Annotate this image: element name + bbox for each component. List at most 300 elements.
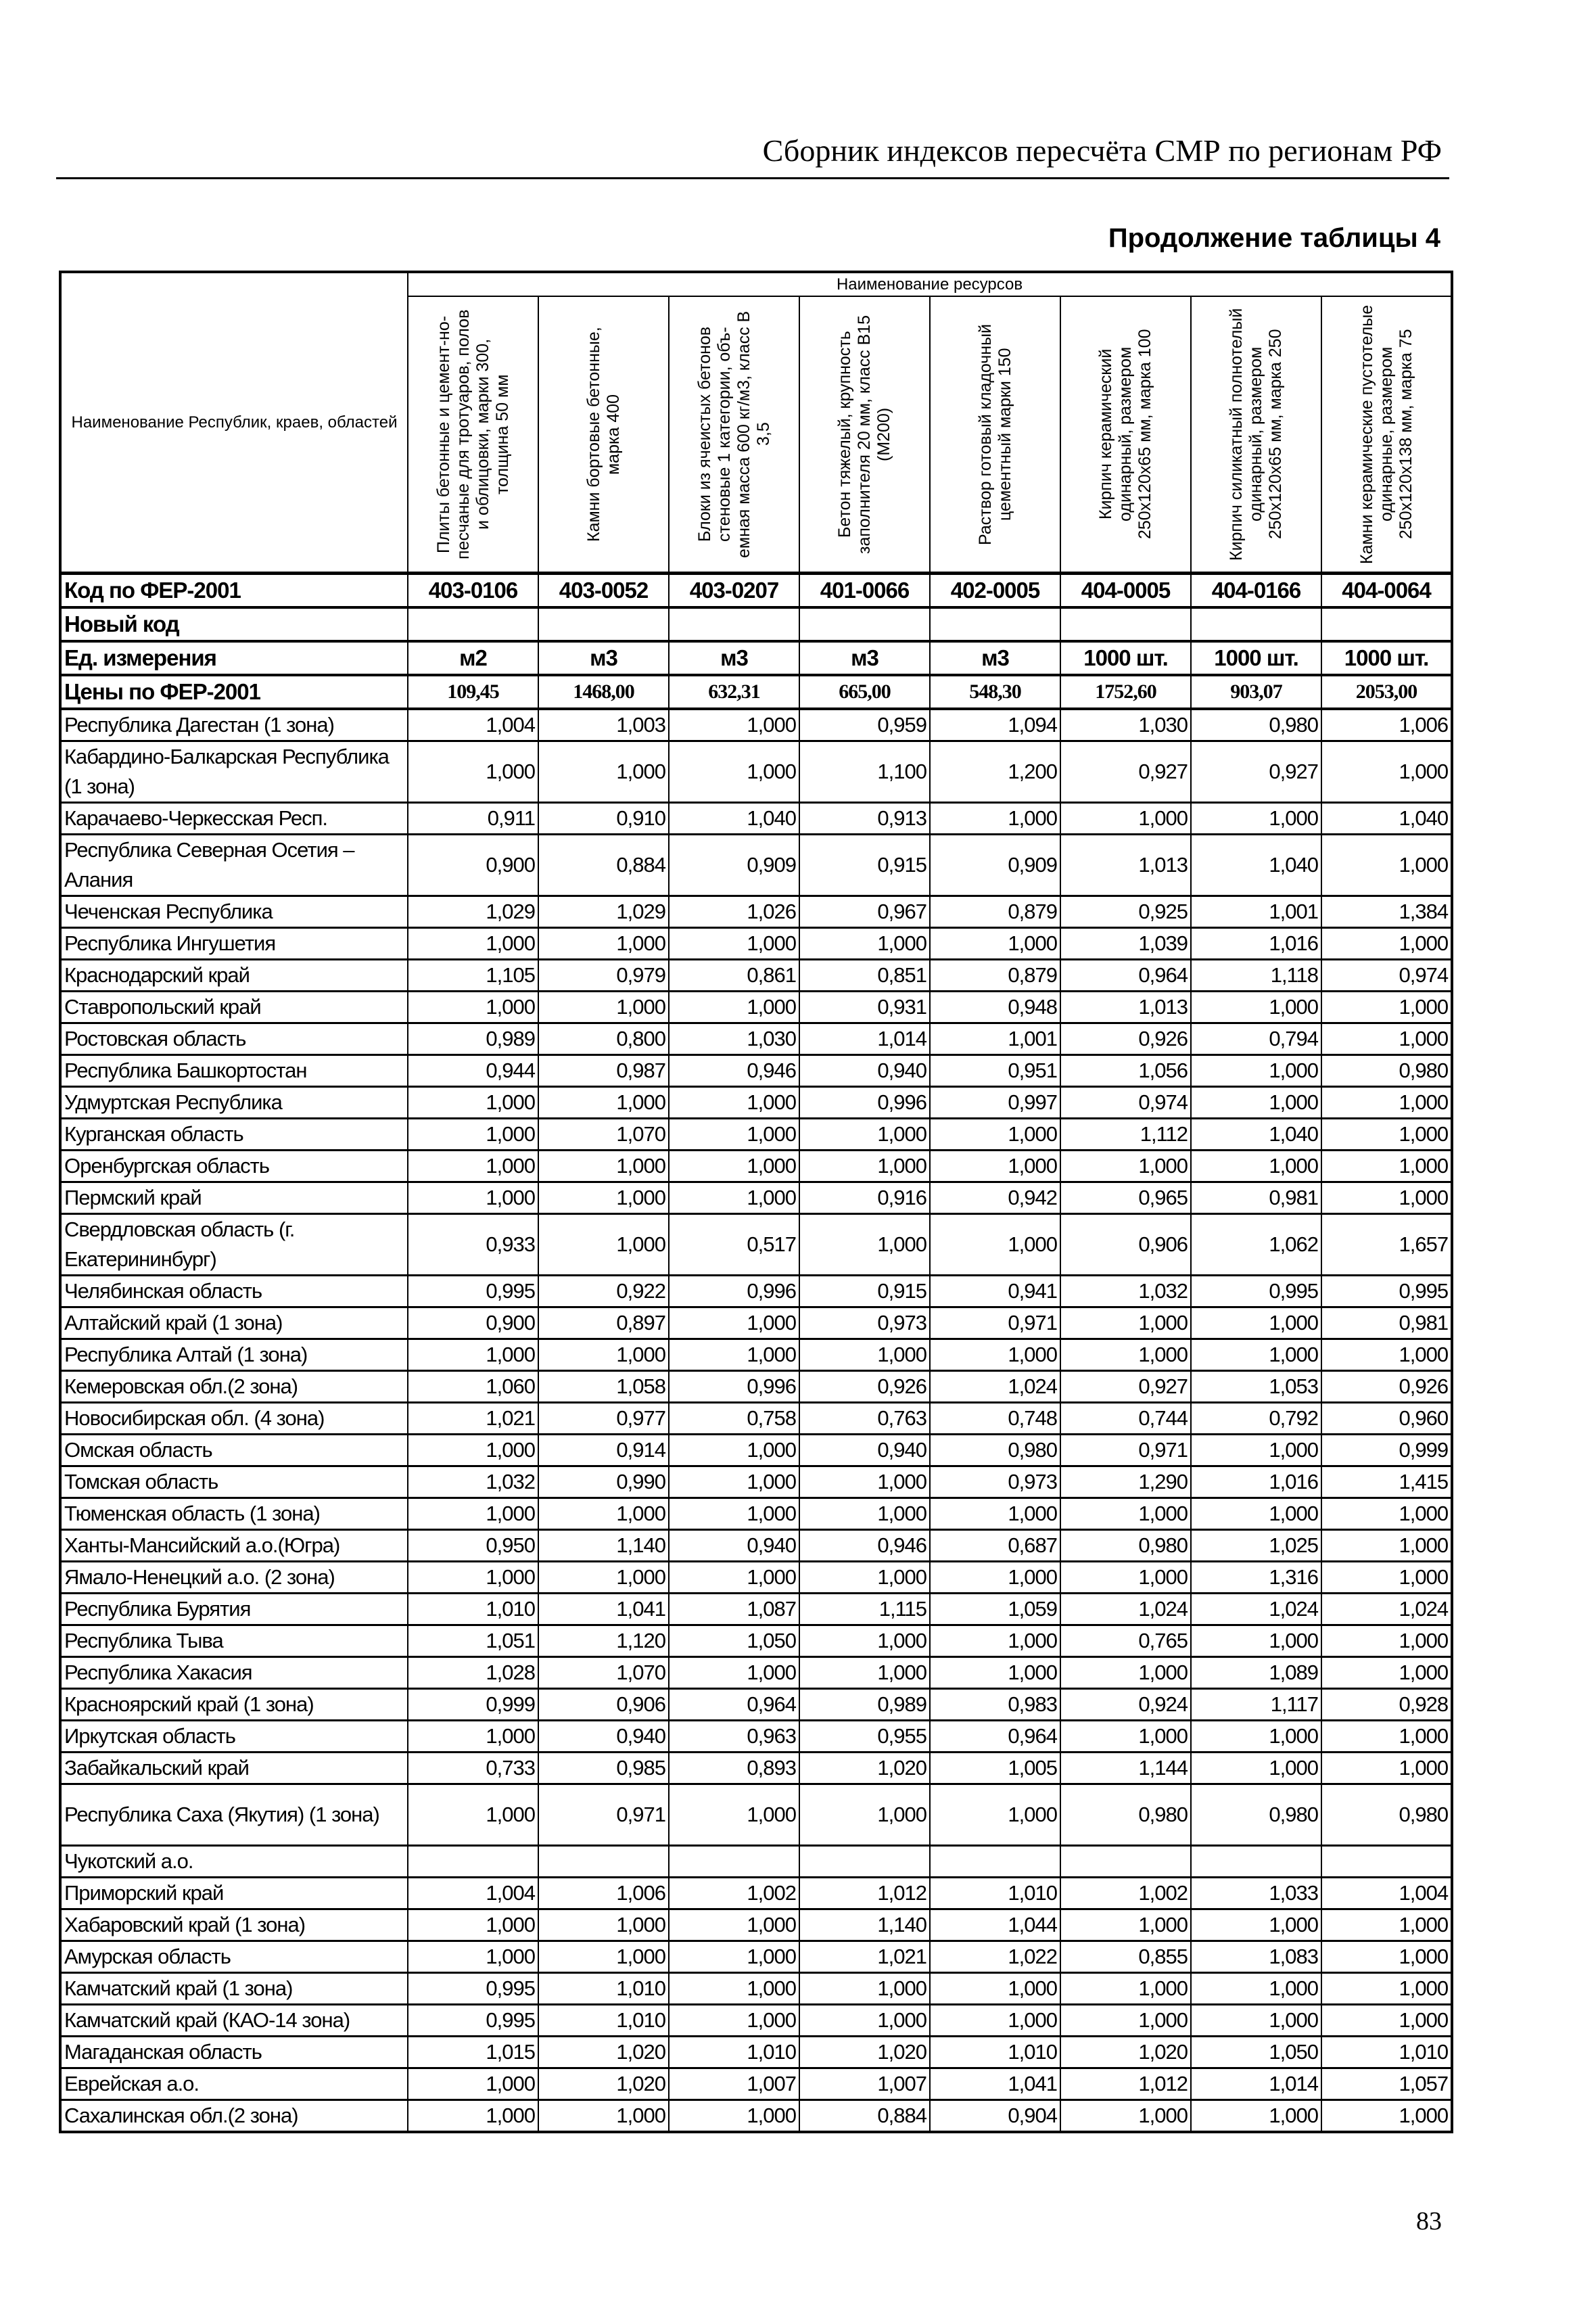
index-value: 1,000 — [538, 1339, 669, 1371]
index-value: 1,000 — [1060, 1498, 1191, 1530]
index-value: 1,013 — [1060, 835, 1191, 896]
index-value: 1,000 — [1191, 1055, 1321, 1087]
region-name: Алтайский край (1 зона) — [60, 1307, 408, 1339]
index-value: 1,415 — [1321, 1466, 1452, 1498]
index-value: 1,001 — [930, 1023, 1060, 1055]
index-value: 1,000 — [930, 1339, 1060, 1371]
table-row — [60, 1721, 1452, 1753]
index-value: 1,118 — [1191, 960, 1321, 992]
new-code-row-label: Новый код — [60, 607, 408, 641]
index-value: 0,931 — [799, 992, 930, 1023]
index-value: 0,948 — [930, 992, 1060, 1023]
code-row-value: 403-0106 — [408, 574, 538, 608]
index-value: 1,000 — [1191, 1909, 1321, 1941]
index-value: 1,000 — [1191, 1435, 1321, 1466]
index-value: 1,020 — [538, 2068, 669, 2100]
new-code-row — [60, 607, 1452, 641]
index-value: 1,032 — [408, 1466, 538, 1498]
index-value: 1,000 — [669, 1562, 799, 1594]
index-value: 0,926 — [799, 1371, 930, 1403]
index-value: 0,879 — [930, 960, 1060, 992]
index-value — [538, 1846, 669, 1878]
resource-header-cell — [1060, 296, 1191, 574]
region-name: Чеченская Республика — [60, 896, 408, 928]
index-value: 1,120 — [538, 1625, 669, 1657]
index-value: 1,000 — [799, 1973, 930, 2005]
index-value: 0,909 — [669, 835, 799, 896]
resource-name: Плиты бетонные и цемент-но-песчаные для тротуаров, полов и облицовки, марки 300, толщина 50 мм — [433, 309, 512, 559]
index-value: 1,000 — [1191, 2005, 1321, 2037]
index-value: 0,933 — [408, 1214, 538, 1276]
index-value: 1,010 — [538, 1973, 669, 2005]
region-name: Республика Хакасия — [60, 1657, 408, 1689]
index-value: 0,941 — [930, 1276, 1060, 1307]
index-value: 1,015 — [408, 2037, 538, 2068]
table-row — [60, 1023, 1452, 1055]
region-name: Сахалинская обл.(2 зона) — [60, 2100, 408, 2133]
index-value: 1,032 — [1060, 1276, 1191, 1307]
index-value: 1,000 — [799, 1151, 930, 1182]
index-value: 0,927 — [1191, 741, 1321, 803]
price-row-value: 548,30 — [930, 675, 1060, 709]
resources-group-header: Наименование ресурсов — [408, 272, 1452, 296]
index-value: 1,014 — [799, 1023, 930, 1055]
index-value: 1,083 — [1191, 1941, 1321, 1973]
index-value: 1,115 — [799, 1594, 930, 1625]
new-code-row-value — [1321, 607, 1452, 641]
table-row — [60, 1307, 1452, 1339]
region-name: Республика Алтай (1 зона) — [60, 1339, 408, 1371]
index-value — [669, 1846, 799, 1878]
index-value: 0,748 — [930, 1403, 1060, 1435]
index-value: 0,999 — [408, 1689, 538, 1721]
resource-name: Блоки из ячеистых бетонов стеновые 1 категории, объ-емная масса 600 кг/м3, класс В 3,5 — [695, 310, 773, 558]
index-value: 0,792 — [1191, 1403, 1321, 1435]
index-value: 1,016 — [1191, 928, 1321, 960]
table-row — [60, 1182, 1452, 1214]
index-value: 1,100 — [799, 741, 930, 803]
unit-row — [60, 641, 1452, 675]
index-value — [799, 1846, 930, 1878]
index-value: 0,980 — [1060, 1784, 1191, 1846]
index-value: 1,000 — [1321, 1498, 1452, 1530]
index-value: 0,967 — [799, 896, 930, 928]
index-value: 1,000 — [1060, 2100, 1191, 2133]
index-value: 0,995 — [1321, 1276, 1452, 1307]
region-name: Республика Бурятия — [60, 1594, 408, 1625]
index-value: 0,995 — [1191, 1276, 1321, 1307]
index-value: 0,909 — [930, 835, 1060, 896]
table-row — [60, 2005, 1452, 2037]
index-value: 1,014 — [1191, 2068, 1321, 2100]
index-value: 0,980 — [1321, 1784, 1452, 1846]
index-value: 1,000 — [1191, 1307, 1321, 1339]
index-value: 1,000 — [1060, 1973, 1191, 2005]
index-value: 1,000 — [799, 1625, 930, 1657]
index-value: 1,070 — [538, 1119, 669, 1151]
index-value: 0,861 — [669, 960, 799, 992]
index-value: 1,024 — [930, 1371, 1060, 1403]
index-value: 1,000 — [669, 1339, 799, 1371]
index-value: 0,884 — [799, 2100, 930, 2133]
index-value: 1,000 — [669, 1498, 799, 1530]
index-value: 1,000 — [538, 2100, 669, 2133]
region-name: Забайкальский край — [60, 1753, 408, 1784]
index-value: 1,040 — [1191, 835, 1321, 896]
index-value: 0,855 — [1060, 1941, 1191, 1973]
unit-row-label: Ед. измерения — [60, 641, 408, 675]
region-column-header: Наименование Республик, краев, областей — [60, 272, 408, 574]
index-value: 1,000 — [1321, 928, 1452, 960]
index-value: 1,028 — [408, 1657, 538, 1689]
index-value: 1,000 — [1321, 2005, 1452, 2037]
index-value: 1,060 — [408, 1371, 538, 1403]
code-row-label: Код по ФЕР-2001 — [60, 574, 408, 608]
region-name: Кемеровская обл.(2 зона) — [60, 1371, 408, 1403]
index-value: 0,980 — [930, 1435, 1060, 1466]
table-row — [60, 1276, 1452, 1307]
code-row-value: 404-0166 — [1191, 574, 1321, 608]
table-row — [60, 709, 1452, 741]
index-value: 0,995 — [408, 1276, 538, 1307]
table-row — [60, 2037, 1452, 2068]
region-name: Камчатский край (КАО-14 зона) — [60, 2005, 408, 2037]
index-value: 1,005 — [930, 1753, 1060, 1784]
index-value: 0,915 — [799, 1276, 930, 1307]
region-name: Хабаровский край (1 зона) — [60, 1909, 408, 1941]
unit-row-value: м3 — [799, 641, 930, 675]
index-value: 1,010 — [930, 1878, 1060, 1909]
region-name: Пермский край — [60, 1182, 408, 1214]
index-value: 0,965 — [1060, 1182, 1191, 1214]
index-value: 1,058 — [538, 1371, 669, 1403]
table-row — [60, 1657, 1452, 1689]
index-value: 0,996 — [799, 1087, 930, 1119]
index-value: 0,946 — [669, 1055, 799, 1087]
index-value: 1,040 — [669, 803, 799, 835]
index-value: 0,744 — [1060, 1403, 1191, 1435]
index-value: 1,000 — [1321, 1625, 1452, 1657]
index-value: 0,981 — [1321, 1307, 1452, 1339]
index-value: 0,980 — [1060, 1530, 1191, 1562]
index-value: 1,012 — [1060, 2068, 1191, 2100]
index-value: 1,000 — [669, 1182, 799, 1214]
unit-row-value: м3 — [538, 641, 669, 675]
index-value: 1,140 — [538, 1530, 669, 1562]
unit-row-value: 1000 шт. — [1191, 641, 1321, 675]
index-value: 1,000 — [669, 1973, 799, 2005]
index-value: 1,000 — [799, 1466, 930, 1498]
index-value: 1,000 — [1321, 1973, 1452, 2005]
index-value: 1,030 — [669, 1023, 799, 1055]
resource-name: Камни керамические пустотелые одинарные, размером 250х120х138 мм, марка 75 — [1357, 304, 1415, 564]
index-value: 1,000 — [669, 1307, 799, 1339]
region-name: Республика Ингушетия — [60, 928, 408, 960]
index-value: 1,000 — [669, 741, 799, 803]
index-value: 0,927 — [1060, 741, 1191, 803]
table-row — [60, 1466, 1452, 1498]
index-value: 1,029 — [408, 896, 538, 928]
index-value: 1,000 — [1191, 1498, 1321, 1530]
index-value: 1,000 — [669, 992, 799, 1023]
region-name: Амурская область — [60, 1941, 408, 1973]
index-value: 0,985 — [538, 1753, 669, 1784]
index-value: 1,000 — [1321, 992, 1452, 1023]
table-row — [60, 1878, 1452, 1909]
index-value: 1,004 — [408, 1878, 538, 1909]
index-value: 0,940 — [799, 1435, 930, 1466]
region-name: Республика Тыва — [60, 1625, 408, 1657]
index-value: 1,000 — [799, 1339, 930, 1371]
price-row-value: 2053,00 — [1321, 675, 1452, 709]
index-value: 0,997 — [930, 1087, 1060, 1119]
index-value: 0,971 — [538, 1784, 669, 1846]
table-row — [60, 741, 1452, 803]
table-row — [60, 1119, 1452, 1151]
resource-name: Раствор готовый кладочный цементный марки 150 — [975, 323, 1014, 545]
index-value: 0,940 — [669, 1530, 799, 1562]
table-continuation-caption: Продолжение таблицы 4 — [1108, 223, 1440, 253]
index-value: 0,964 — [930, 1721, 1060, 1753]
table-row — [60, 1151, 1452, 1182]
index-value: 0,925 — [1060, 896, 1191, 928]
index-value: 1,000 — [538, 1182, 669, 1214]
index-value: 1,051 — [408, 1625, 538, 1657]
index-value: 1,000 — [1060, 1562, 1191, 1594]
index-value: 0,879 — [930, 896, 1060, 928]
resource-name: Кирпич керамический одинарный, размером 250х120х65 мм, марка 100 — [1096, 329, 1154, 540]
index-value: 0,910 — [538, 803, 669, 835]
index-value: 1,010 — [1321, 2037, 1452, 2068]
region-name: Красноярский край (1 зона) — [60, 1689, 408, 1721]
index-value: 0,990 — [538, 1466, 669, 1498]
index-value: 0,884 — [538, 835, 669, 896]
index-value: 1,000 — [799, 1498, 930, 1530]
index-value: 1,000 — [799, 1119, 930, 1151]
unit-row-value: 1000 шт. — [1321, 641, 1452, 675]
index-value: 1,000 — [1321, 1087, 1452, 1119]
index-value: 1,000 — [1321, 1151, 1452, 1182]
table-row — [60, 1909, 1452, 1941]
index-value: 0,950 — [408, 1530, 538, 1562]
index-value: 1,000 — [538, 1087, 669, 1119]
index-value: 1,007 — [799, 2068, 930, 2100]
index-value: 1,000 — [408, 1087, 538, 1119]
index-value: 0,987 — [538, 1055, 669, 1087]
index-value: 1,000 — [930, 1973, 1060, 2005]
table-row — [60, 1055, 1452, 1087]
index-value: 1,000 — [408, 928, 538, 960]
index-value: 1,012 — [799, 1878, 930, 1909]
price-row-value: 109,45 — [408, 675, 538, 709]
region-name: Краснодарский край — [60, 960, 408, 992]
index-value: 0,928 — [1321, 1689, 1452, 1721]
index-value: 1,026 — [669, 896, 799, 928]
table-row — [60, 803, 1452, 835]
index-value: 1,000 — [1060, 1307, 1191, 1339]
index-value: 1,000 — [930, 1119, 1060, 1151]
index-value: 1,056 — [1060, 1055, 1191, 1087]
index-value: 1,000 — [408, 1784, 538, 1846]
index-value: 1,000 — [1321, 1119, 1452, 1151]
index-value: 0,944 — [408, 1055, 538, 1087]
index-value: 1,087 — [669, 1594, 799, 1625]
region-name: Иркутская область — [60, 1721, 408, 1753]
index-value: 1,000 — [930, 1214, 1060, 1276]
index-value: 1,000 — [1191, 803, 1321, 835]
index-value: 0,973 — [799, 1307, 930, 1339]
index-value: 0,999 — [1321, 1435, 1452, 1466]
index-value: 1,000 — [1191, 1151, 1321, 1182]
region-name: Камчатский край (1 зона) — [60, 1973, 408, 2005]
code-row-value: 403-0207 — [669, 574, 799, 608]
table-row — [60, 1498, 1452, 1530]
table-row — [60, 1087, 1452, 1119]
table-row — [60, 1530, 1452, 1562]
index-value: 0,946 — [799, 1530, 930, 1562]
index-value: 0,900 — [408, 835, 538, 896]
region-name: Еврейская а.о. — [60, 2068, 408, 2100]
index-value: 1,010 — [930, 2037, 1060, 2068]
resource-header-cell — [538, 296, 669, 574]
index-value: 1,041 — [930, 2068, 1060, 2100]
index-value: 1,000 — [930, 928, 1060, 960]
index-value: 0,940 — [538, 1721, 669, 1753]
index-value: 1,029 — [538, 896, 669, 928]
table-row — [60, 2068, 1452, 2100]
code-row-value: 403-0052 — [538, 574, 669, 608]
table-row — [60, 960, 1452, 992]
index-value: 1,000 — [538, 992, 669, 1023]
index-value: 1,089 — [1191, 1657, 1321, 1689]
index-value: 1,033 — [1191, 1878, 1321, 1909]
index-value — [1060, 1846, 1191, 1878]
index-value: 1,000 — [669, 1657, 799, 1689]
price-row-value: 665,00 — [799, 675, 930, 709]
code-row — [60, 574, 1452, 608]
region-name: Новосибирская обл. (4 зона) — [60, 1403, 408, 1435]
index-value: 1,000 — [1321, 1941, 1452, 1973]
price-row-value: 632,31 — [669, 675, 799, 709]
index-value: 0,913 — [799, 803, 930, 835]
index-value: 1,000 — [408, 1435, 538, 1466]
index-value: 1,002 — [1060, 1878, 1191, 1909]
new-code-row-value — [408, 607, 538, 641]
index-value: 1,000 — [1191, 1625, 1321, 1657]
index-value: 0,959 — [799, 709, 930, 741]
index-value: 0,926 — [1321, 1371, 1452, 1403]
index-value: 0,922 — [538, 1276, 669, 1307]
price-row-label: Цены по ФЕР-2001 — [60, 675, 408, 709]
index-value — [930, 1846, 1060, 1878]
table-row — [60, 1371, 1452, 1403]
index-value: 0,964 — [669, 1689, 799, 1721]
index-value: 0,906 — [1060, 1214, 1191, 1276]
index-value: 1,006 — [1321, 709, 1452, 741]
index-value: 1,000 — [538, 928, 669, 960]
index-value: 1,059 — [930, 1594, 1060, 1625]
price-row-value: 903,07 — [1191, 675, 1321, 709]
index-value: 1,000 — [1321, 1023, 1452, 1055]
running-title: Сборник индексов пересчёта СМР по регионам РФ — [762, 133, 1442, 168]
index-value: 1,020 — [799, 2037, 930, 2068]
region-name: Свердловская область (г. Екатерининбург) — [60, 1214, 408, 1276]
table-row — [60, 835, 1452, 896]
index-value: 1,039 — [1060, 928, 1191, 960]
index-value: 1,000 — [669, 1941, 799, 1973]
index-value — [408, 1846, 538, 1878]
new-code-row-value — [669, 607, 799, 641]
index-value: 1,112 — [1060, 1119, 1191, 1151]
regional-index-table — [59, 271, 1453, 2133]
index-value: 1,000 — [1060, 1151, 1191, 1182]
index-value: 0,517 — [669, 1214, 799, 1276]
resource-name: Кирпич силикатный полнотелый одинарный, размером 250х120х65 мм, марка 250 — [1227, 308, 1285, 561]
index-value: 1,001 — [1191, 896, 1321, 928]
table-row — [60, 1689, 1452, 1721]
code-row-value: 404-0064 — [1321, 574, 1452, 608]
index-value: 0,964 — [1060, 960, 1191, 992]
index-value: 0,687 — [930, 1530, 1060, 1562]
resource-header-cell — [930, 296, 1060, 574]
index-value: 1,140 — [799, 1909, 930, 1941]
table-row — [60, 1435, 1452, 1466]
price-row-value: 1468,00 — [538, 675, 669, 709]
table-row — [60, 1941, 1452, 1973]
index-value: 0,996 — [669, 1371, 799, 1403]
region-name: Удмуртская Республика — [60, 1087, 408, 1119]
index-value: 1,657 — [1321, 1214, 1452, 1276]
code-row-value: 402-0005 — [930, 574, 1060, 608]
region-name: Магаданская область — [60, 2037, 408, 2068]
index-value: 1,000 — [1060, 1339, 1191, 1371]
index-value: 1,000 — [1191, 1087, 1321, 1119]
index-value: 0,996 — [669, 1276, 799, 1307]
region-name: Томская область — [60, 1466, 408, 1498]
region-name: Республика Башкортостан — [60, 1055, 408, 1087]
index-value: 0,974 — [1321, 960, 1452, 992]
index-value: 0,893 — [669, 1753, 799, 1784]
region-name: Тюменская область (1 зона) — [60, 1498, 408, 1530]
table-row — [60, 1973, 1452, 2005]
table-row — [60, 1784, 1452, 1846]
index-value: 1,000 — [669, 2100, 799, 2133]
index-value: 1,004 — [408, 709, 538, 741]
new-code-row-value — [538, 607, 669, 641]
table-row — [60, 928, 1452, 960]
new-code-row-value — [799, 607, 930, 641]
index-value: 0,927 — [1060, 1371, 1191, 1403]
header-rule — [56, 177, 1449, 179]
index-value: 1,000 — [669, 1909, 799, 1941]
region-name: Ямало-Ненецкий а.о. (2 зона) — [60, 1562, 408, 1594]
index-value: 0,981 — [1191, 1182, 1321, 1214]
index-value: 1,062 — [1191, 1214, 1321, 1276]
index-value: 1,050 — [669, 1625, 799, 1657]
index-value: 1,004 — [1321, 1878, 1452, 1909]
index-value: 0,980 — [1191, 709, 1321, 741]
index-value: 1,070 — [538, 1657, 669, 1689]
index-value: 1,000 — [538, 1941, 669, 1973]
index-value: 0,763 — [799, 1403, 930, 1435]
index-value: 0,960 — [1321, 1403, 1452, 1435]
region-name: Ханты-Мансийский а.о.(Югра) — [60, 1530, 408, 1562]
index-value: 1,000 — [669, 2005, 799, 2037]
index-value: 1,007 — [669, 2068, 799, 2100]
new-code-row-value — [1060, 607, 1191, 641]
index-value: 1,000 — [538, 741, 669, 803]
index-value: 1,044 — [930, 1909, 1060, 1941]
